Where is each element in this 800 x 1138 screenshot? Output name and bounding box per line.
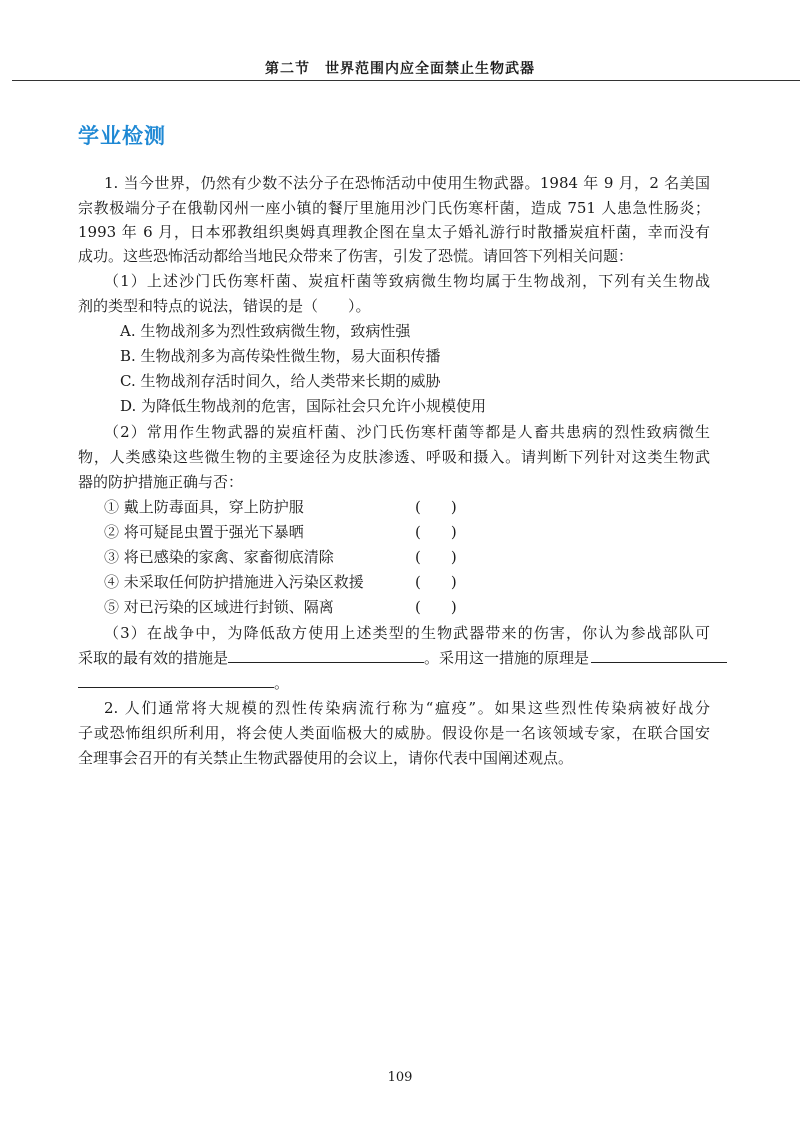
q2-line: 全理事会召开的有关禁止生物武器使用的会议上，请你代表中国阐述观点。 bbox=[78, 749, 574, 767]
option-b: B. 生物战剂多为高传染性微生物，易大面积传播 bbox=[120, 347, 441, 365]
measure-item: ⑤ 对已污染的区域进行封锁、隔离 bbox=[104, 598, 334, 616]
measure-item: ④ 未采取任何防护措施进入污染区救援 bbox=[104, 573, 364, 591]
q1-sub3-line bbox=[78, 673, 289, 693]
measure-item: ① 戴上防毒面具，穿上防护服 bbox=[104, 498, 304, 516]
answer-paren[interactable]: ( ) bbox=[415, 498, 457, 516]
q1-sub2-line: （2）常用作生物武器的炭疽杆菌、沙门氏伤寒杆菌等都是人畜共患病的烈性致病微生 bbox=[104, 423, 710, 441]
answer-paren[interactable]: ( ) bbox=[415, 523, 457, 541]
answer-blank-principle[interactable] bbox=[591, 648, 727, 663]
q1-sub3-text: 采取的最有效的措施是 bbox=[78, 649, 229, 667]
q1-sub2-line: 器的防护措施正确与否： bbox=[78, 473, 244, 491]
option-d: D. 为降低生物战剂的危害，国际社会只允许小规模使用 bbox=[120, 397, 487, 415]
q1-line: 成功。这些恐怖活动都给当地民众带来了伤害，引发了恐慌。请回答下列相关问题： bbox=[78, 247, 634, 265]
q1-sub2-line: 物，人类感染这些微生物的主要途径为皮肤渗透、呼吸和摄入。请判断下列针对这类生物武 bbox=[78, 448, 710, 466]
answer-blank-measure[interactable] bbox=[228, 648, 424, 663]
q1-sub1-line: 剂的类型和特点的说法，错误的是（ ）。 bbox=[78, 297, 371, 315]
q1-sub3-text: 。采用这一措施的原理是 bbox=[424, 649, 590, 667]
page-number: 109 bbox=[387, 1070, 413, 1085]
measure-item: ③ 将已感染的家禽、家畜彻底清除 bbox=[104, 548, 334, 566]
q1-sub3-end: 。 bbox=[274, 674, 290, 692]
q1-line: 1993 年 6 月，日本邪教组织奥姆真理教企图在皇太子婚礼游行时散播炭疽杆菌，幸而没有 bbox=[78, 223, 710, 241]
q1-sub3-line bbox=[78, 648, 727, 668]
answer-paren[interactable]: ( ) bbox=[415, 598, 457, 616]
answer-paren[interactable]: ( ) bbox=[415, 573, 457, 591]
running-title: 第二节 世界范围内应全面禁止生物武器 bbox=[265, 61, 535, 77]
section-title: 学业检测 bbox=[78, 124, 166, 148]
answer-blank-principle-cont[interactable] bbox=[78, 673, 274, 688]
q1-line: 宗教极端分子在俄勒冈州一座小镇的餐厅里施用沙门氏伤寒杆菌，造成 751 人患急性肠炎； bbox=[78, 199, 710, 217]
q1-sub3-line: （3）在战争中，为降低敌方使用上述类型的生物武器带来的伤害，你认为参战部队可 bbox=[104, 624, 710, 642]
option-a: A. 生物战剂多为烈性致病微生物，致病性强 bbox=[120, 322, 411, 340]
q1-line: 1. 当今世界，仍然有少数不法分子在恐怖活动中使用生物武器。1984 年 9 月，2 名美国 bbox=[104, 174, 710, 192]
header-divider bbox=[12, 80, 800, 81]
measure-item: ② 将可疑昆虫置于强光下暴晒 bbox=[104, 523, 304, 541]
answer-paren[interactable]: ( ) bbox=[415, 548, 457, 566]
q1-sub1-line: （1）上述沙门氏伤寒杆菌、炭疽杆菌等致病微生物均属于生物战剂，下列有关生物战 bbox=[104, 272, 710, 290]
q2-line: 2. 人们通常将大规模的烈性传染病流行称为“瘟疫”。如果这些烈性传染病被好战分 bbox=[104, 699, 710, 717]
option-c: C. 生物战剂存活时间久，给人类带来长期的威胁 bbox=[120, 372, 441, 390]
q2-line: 子或恐怖组织所利用，将会使人类面临极大的威胁。假设你是一名该领域专家，在联合国安 bbox=[78, 724, 710, 742]
